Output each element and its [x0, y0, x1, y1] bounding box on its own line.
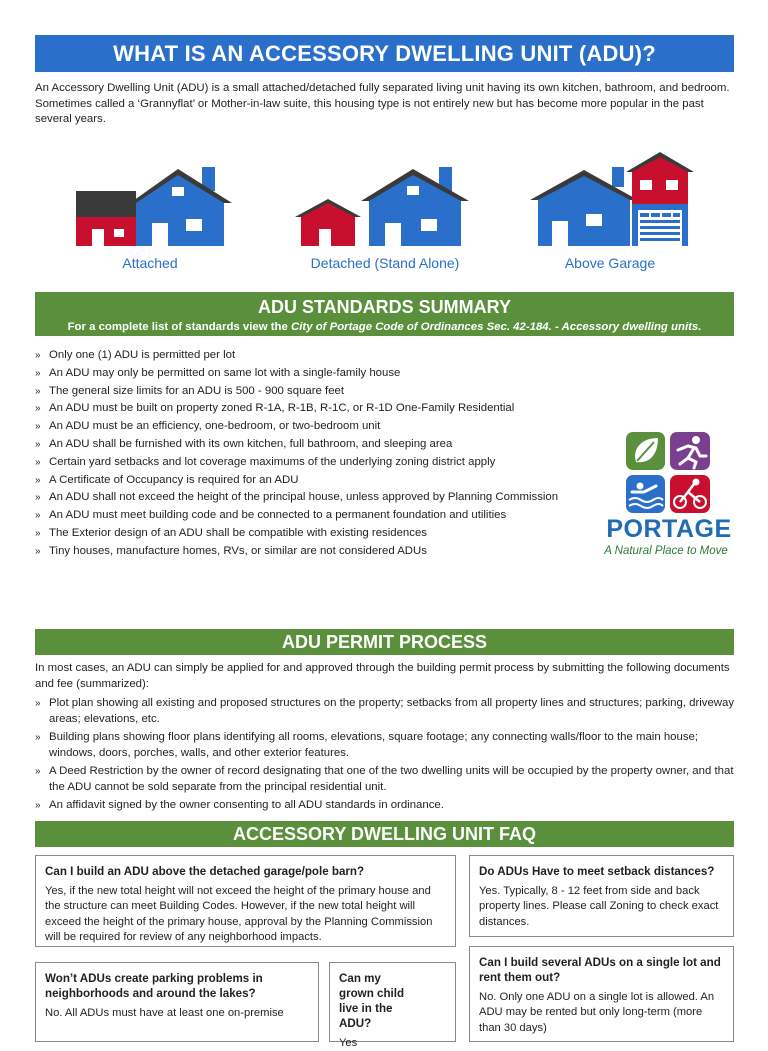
list-item: » Tiny houses, manufacture homes, RVs, or similar are not considered ADUs: [35, 544, 427, 557]
list-item: » An affidavit signed by the owner consenting to all ADU standards in ordinance.: [35, 799, 444, 811]
portage-logo-name: PORTAGE: [606, 515, 732, 543]
house-label-detached: Detached (Stand Alone): [310, 255, 460, 271]
faq-item-garage: [35, 855, 456, 947]
house-label-garage: Above Garage: [564, 255, 656, 271]
standards-subtitle: [35, 321, 734, 333]
faq-question: Can my grown child live in the ADU?: [339, 972, 405, 1030]
list-item: » An ADU must meet building code and be connected to a permanent foundation and utilities: [35, 509, 507, 522]
list-item: » A Certificate of Occupancy is required for an ADU: [35, 473, 299, 486]
intro-paragraph: An Accessory Dwelling Unit (ADU) is a small attached/detached fully separated living unit having its own kitchen, bathroom, and bedroom. Sometimes called a ‘Grannyflat’ or Mother-in-law suite, this housing type is not entirely new but has become more popular in the past several years.: [35, 82, 730, 125]
standards-subtitle-prefix: For a complete list of standards view the: [67, 321, 292, 333]
faq-question: Won’t ADUs create parking problems in neighborhoods and around the lakes?: [45, 972, 263, 1000]
faq-item-parking: [35, 962, 319, 1042]
faq-item-several-adus: [469, 946, 734, 1042]
list-item: » An ADU shall be furnished with its own kitchen, full bathroom, and sleeping area: [35, 437, 453, 450]
faq-item-setbacks: [469, 855, 734, 937]
faq-item-grown-child: [329, 962, 456, 1049]
faq-title: ACCESSORY DWELLING UNIT FAQ: [232, 824, 536, 844]
faq-answer: Yes: [339, 1037, 358, 1049]
list-item: » The general size limits for an ADU is 500 - 900 square feet: [35, 384, 345, 397]
faq-banner: [35, 821, 734, 847]
portage-logo-tiles: [626, 432, 712, 514]
list-item: » Only one (1) ADU is permitted per lot: [35, 349, 236, 361]
list-item: » An ADU may only be permitted on same lot with a single-family house: [35, 366, 401, 379]
permit-list: [35, 696, 735, 814]
permit-banner: [35, 629, 734, 655]
list-item: » Certain yard setbacks and lot coverage maximums of the underlying zoning district apply: [35, 455, 496, 468]
faq-answer: No. All ADUs must have at least one on-premise: [45, 1007, 284, 1019]
list-item: » A Deed Restriction by the owner of record designating that one of the two dwelling units will be occupied by the property owner, and that the ADU cannot be sold separate from the principal residential unit.: [35, 765, 734, 793]
standards-list: [35, 348, 595, 562]
permit-title: ADU PERMIT PROCESS: [281, 632, 488, 652]
page-title-banner: [35, 35, 734, 72]
list-item: » An ADU must be an efficiency, one-bedroom, or two-bedroom unit: [35, 420, 381, 433]
list-item: » An ADU must be built on property zoned R-1A, R-1B, R-1C, or R-1D One-Family Residential: [35, 402, 515, 415]
permit-intro: In most cases, an ADU can simply be applied for and approved through the building permit process by submitting the following documents and fee (summarized):: [35, 662, 730, 690]
list-item: » Plot plan showing all existing and proposed structures on the property; setbacks from all property lines and structures; parking, driveway areas; elevations, etc.: [35, 697, 735, 725]
attached-house-icon: [74, 163, 236, 247]
faq-answer: Yes. Typically, 8 - 12 feet from side and back property lines. Please call Zoning to check exact distances.: [479, 885, 719, 928]
standards-banner: [35, 292, 734, 336]
faq-answer: Yes, if the new total height will not exceed the height of the primary house and the structure can meet Building Codes. However, if the new total height will exceed the height of the primary house, approval by the Planning Commission will be required for review of any neighborhood impacts.: [45, 885, 433, 943]
faq-answer: No. Only one ADU on a single lot is allowed. An ADU may be rented but only long-term (more than 30 days): [479, 991, 715, 1034]
detached-house-icon: [295, 163, 470, 247]
list-item: » Building plans showing floor plans identifying all rooms, elevations, square footage; any connecting walls/floor to the main house; windows, doors, porches, walls, and other exterior features.: [35, 731, 699, 759]
standards-title: ADU STANDARDS SUMMARY: [258, 297, 511, 317]
list-item: » The Exterior design of an ADU shall be compatible with existing residences: [35, 526, 427, 539]
garage-house-icon: [530, 152, 695, 247]
faq-question: Can I build several ADUs on a single lot and rent them out?: [479, 956, 721, 984]
faq-question: Can I build an ADU above the detached garage/pole barn?: [45, 865, 365, 878]
faq-question: Do ADUs Have to meet setback distances?: [479, 865, 715, 878]
page-title: WHAT IS AN ACCESSORY DWELLING UNIT (ADU)?: [113, 41, 656, 66]
house-label-attached: Attached: [122, 255, 178, 271]
list-item: » An ADU shall not exceed the height of the principal house, unless approved by Planning Commission: [35, 491, 559, 504]
standards-ordinance-ref: City of Portage Code of Ordinances Sec. 42-184. - Accessory dwelling units.: [291, 321, 702, 333]
portage-logo-tagline: A Natural Place to Move: [604, 545, 728, 557]
